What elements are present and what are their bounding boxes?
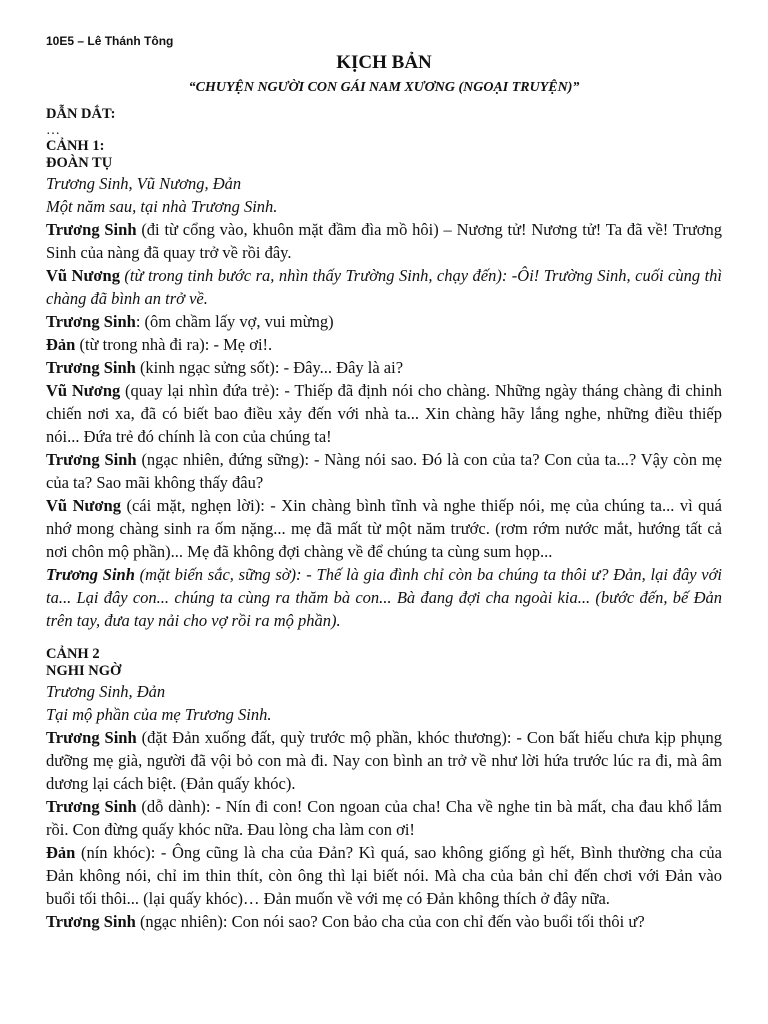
scene2-setting: Tại mộ phần của mẹ Trương Sinh. [46, 705, 272, 724]
dialogue-line [46, 264, 722, 310]
line-text: (mặt biến sắc, sững sờ): - Thế là gia đình chỉ còn ba chúng ta thôi ư? Đản, lại đây với ta... Lại đây con... chúng ta cùng ra thăm bà con... Bà đang đợi cha ngoài kia... (bước đến, bế Đản trên tay, đưa tay nải cho vợ rồi ra mộ phần). [46, 565, 722, 630]
speaker-name: Trương Sinh [46, 220, 137, 239]
dialogue-line [46, 494, 722, 563]
line-text: (đặt Đản xuống đất, quỳ trước mộ phần, khóc thương): - Con bất hiếu chưa kịp phụng dưỡng mẹ già, người đã vội bỏ con mà đi. Nay con bình an trở về như lời hứa trước lúc ra đi, mà âm dương lại cách biệt. (Đản quấy khóc). [46, 728, 723, 793]
dialogue-line [46, 795, 722, 841]
document-subtitle: “CHUYỆN NGƯỜI CON GÁI NAM XƯƠNG (NGOẠI TRUYỆN)” [188, 80, 580, 95]
dialogue-line [46, 333, 722, 356]
document-title: KỊCH BẢN [336, 52, 432, 73]
line-text: (cái mặt, nghẹn lời): - Xin chàng bình tĩnh và nghe thiếp nói, mẹ của chúng ta... vì quá nhớ mong chàng sinh ra ốm nặng... mẹ đã mất từ một năm trước. (rơm rớm nước mắt, hướng tất cả nơi chôn mộ phần)... Mẹ đã không đợi chàng về để chúng ta cùng sum họp... [46, 496, 722, 561]
scene2-characters: Trương Sinh, Đản [46, 682, 166, 701]
speaker-name: Vũ Nương [46, 381, 121, 400]
speaker-name: Đản [46, 843, 76, 862]
scene2-label: CẢNH 2 [46, 646, 100, 662]
speaker-name: Trương Sinh [46, 797, 137, 816]
intro-label: DẪN DẮT: [46, 106, 116, 122]
class-author-note: 10E5 – Lê Thánh Tông [46, 34, 174, 48]
dialogue-line [46, 910, 722, 933]
speaker-name: Trương Sinh [46, 565, 135, 584]
scene1-label: CẢNH 1: [46, 138, 105, 154]
dialogue-line [46, 726, 722, 795]
dialogue-line [46, 379, 722, 448]
speaker-name: Vũ Nương [46, 266, 120, 285]
dialogue-line [46, 218, 722, 264]
scene2-name: NGHI NGỜ [46, 663, 122, 679]
line-text: (kinh ngạc sửng sốt): - Đây... Đây là ai? [135, 358, 404, 377]
speaker-name: Trương Sinh [46, 728, 137, 747]
scene1-characters: Trương Sinh, Vũ Nương, Đản [46, 174, 242, 193]
line-text: (đi từ cổng vào, khuôn mặt đầm đìa mồ hôi) – Nương tử! Nương tử! Ta đã về! Trương Sinh của nàng đã quay trở về rồi đây. [46, 220, 722, 262]
dialogue-line [46, 841, 722, 910]
line-text: : (ôm chầm lấy vợ, vui mừng) [135, 312, 334, 331]
scene1-setting: Một năm sau, tại nhà Trương Sinh. [46, 197, 278, 216]
speaker-name: Trương Sinh [46, 312, 136, 331]
speaker-name: Vũ Nương [46, 496, 121, 515]
line-text: (quay lại nhìn đứa trẻ): - Thiếp đã định nói cho chàng. Những ngày tháng chàng đi chinh chiến nơi xa, đã có biết bao điều xảy đến với nhà ta... Xin chàng hãy lắng nghe, những điều thiếp nói... Đứa trẻ đó chính là con của chúng ta! [46, 381, 722, 446]
scene1-name: ĐOÀN TỤ [46, 155, 113, 171]
speaker-name: Trương Sinh [46, 912, 136, 931]
intro-ellipsis: … [46, 123, 60, 138]
line-text: (dỗ dành): - Nín đi con! Con ngoan của cha! Cha về nghe tin bà mất, cha đau khổ lắm rồi. Con đừng quấy khóc nữa. Đau lòng cha làm con ơi! [46, 797, 722, 839]
line-text: (từ trong tinh bước ra, nhìn thấy Trường Sinh, chạy đến): -Ôi! Trường Sinh, cuối cùng thì chàng đã bình an trở về. [46, 266, 722, 308]
spacer [46, 632, 722, 646]
line-text: (ngạc nhiên, đứng sững): - Nàng nói sao. Đó là con của ta? Con của ta...? Vậy còn mẹ của ta? Sao mãi không thấy đâu? [46, 450, 722, 492]
dialogue-line [46, 448, 722, 494]
document-page [46, 34, 722, 933]
speaker-name: Trương Sinh [46, 450, 137, 469]
dialogue-line [46, 310, 722, 333]
line-text: (nín khóc): - Ông cũng là cha của Đản? Kì quá, sao không giống gì hết, Bình thường cha của Đản không nói, chỉ im thin thít, còn ông thì lại biết nói. Mà cha của bản chỉ đến chơi với Đản vào buổi tối thôi... (lại quấy khóc)… Đản muốn về với mẹ có Đản không thích ở đây nữa. [46, 843, 722, 908]
dialogue-line [46, 356, 722, 379]
speaker-name: Đản [46, 335, 76, 354]
line-text: (từ trong nhà đi ra): - Mẹ ơi!. [75, 335, 273, 354]
speaker-name: Trương Sinh [46, 358, 136, 377]
dialogue-line [46, 563, 722, 632]
line-text: (ngạc nhiên): Con nói sao? Con bảo cha của con chỉ đến vào buổi tối thôi ư? [135, 912, 645, 931]
